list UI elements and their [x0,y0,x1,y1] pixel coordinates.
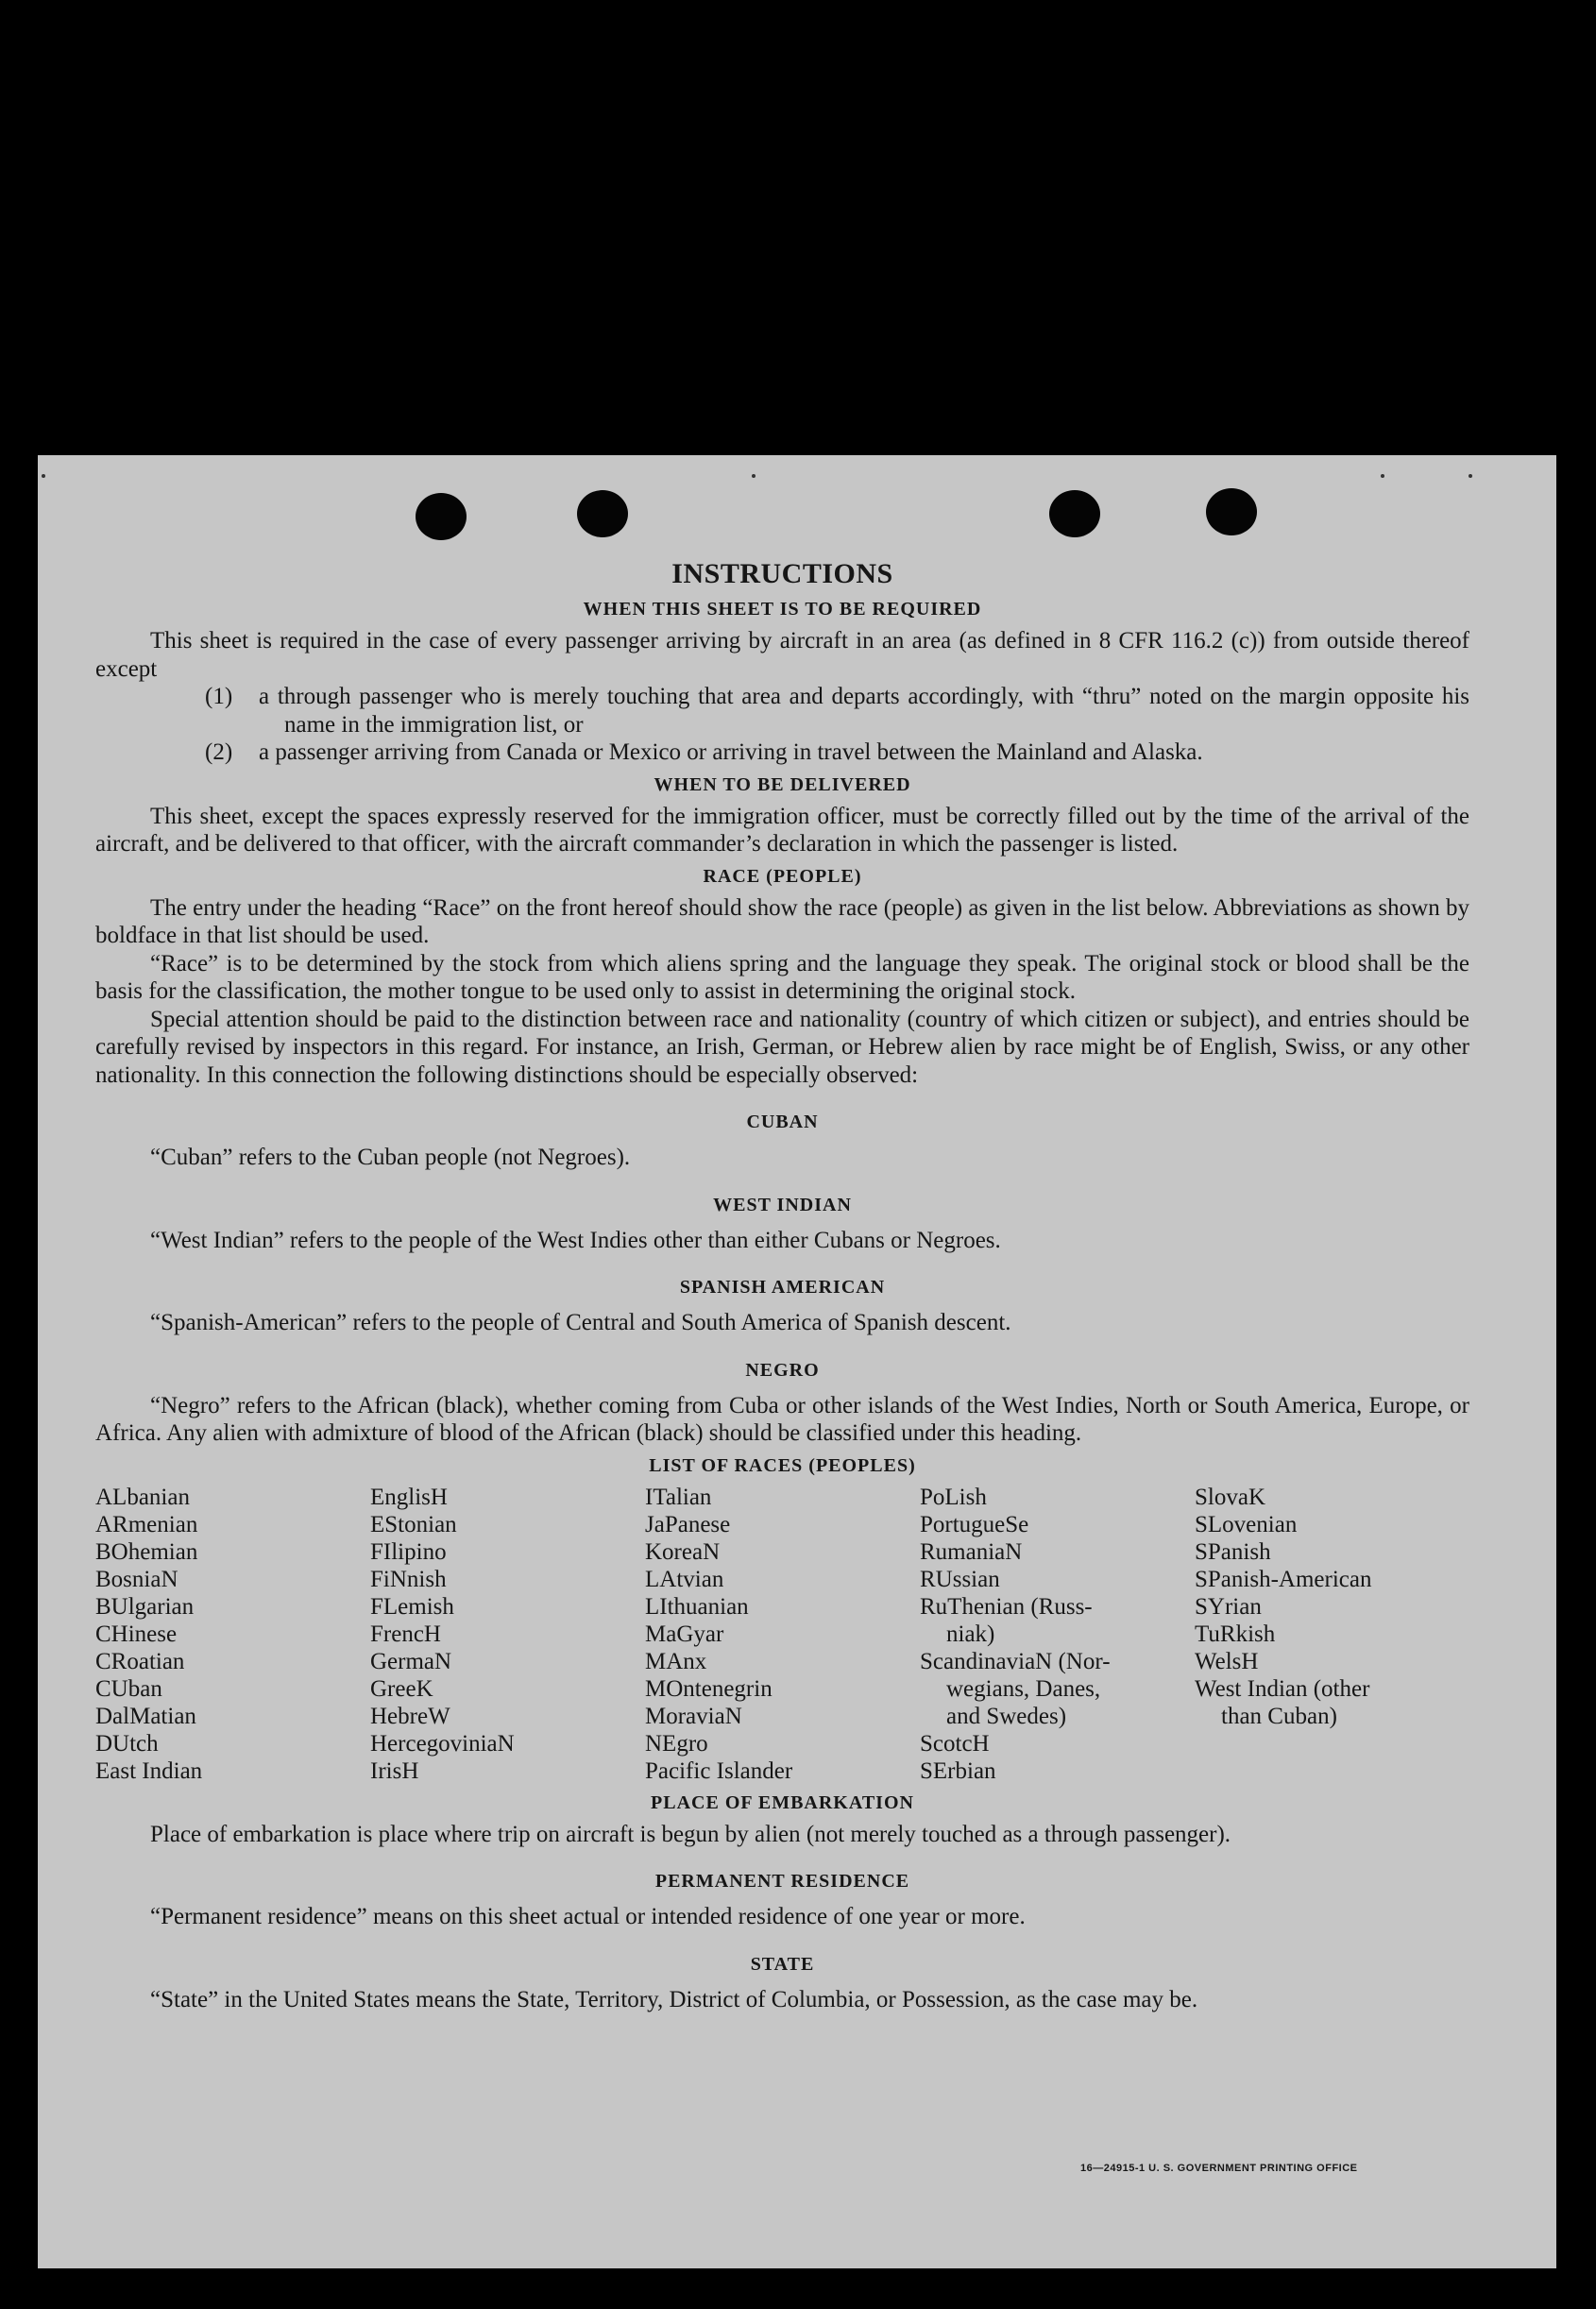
section-heading-state: STATE [750,1953,815,1975]
race-entry: LIthuanian [645,1593,749,1620]
race-entry: MAnx [645,1648,707,1674]
section-heading-list-of-races: LIST OF RACES (PEOPLES) [649,1454,916,1476]
race-entry: NEgro [645,1730,708,1757]
exception-item-1 [205,683,1469,739]
speck [752,474,756,478]
race-entry: West Indian (other [1195,1675,1370,1702]
page-title: INSTRUCTIONS [671,558,893,589]
race-entry: Pacific Islander [645,1757,793,1784]
embarkation-paragraph: Place of embarkation is place where trip on aircraft is begun by alien (not merely touched as a through passenger). [150,1821,1231,1847]
race-entry: ScandinaviaN (Nor- [920,1648,1111,1674]
race-entry: PoLish [920,1484,987,1510]
race-entry: BosniaN [95,1566,178,1592]
race-entry: KoreaN [645,1538,721,1565]
race-entry: EStonian [370,1511,457,1537]
speck [1469,474,1472,478]
section-heading-embarkation: PLACE OF EMBARKATION [651,1791,914,1813]
race-entry: BOhemian [95,1538,198,1565]
section-heading-race: RACE (PEOPLE) [703,865,862,887]
race-entry: GreeK [370,1675,433,1702]
section-heading-spanish-american: SPANISH AMERICAN [679,1277,886,1298]
race-column-2 [370,1484,645,1785]
race-list [95,1484,1469,1785]
race-entry-continued: niak) [946,1621,995,1647]
race-entry: MOntenegrin [645,1675,773,1702]
race-entry: FiNnish [370,1566,447,1592]
section-heading-negro: NEGRO [745,1359,820,1381]
document-sheet [38,455,1556,2268]
permanent-residence-paragraph: “Permanent residence” means on this sheet actual or intended residence of one year or more. [150,1904,1026,1929]
race-entry: DUtch [95,1730,159,1757]
spanish-american-paragraph: “Spanish-American” refers to the people of Central and South America of Spanish descent. [150,1310,1011,1335]
race-entry: CHinese [95,1621,178,1647]
race-entry-continued: and Swedes) [946,1703,1067,1729]
race-paragraph-2: “Race” is to be determined by the stock from which aliens spring and the language they speak. The original stock or blood shall be the basis for the classification, the mother tongue to be used only to assist in determining the original stock. [95,950,1469,1004]
negro-paragraph: “Negro” refers to the African (black), whether coming from Cuba or other islands of the West Indies, North or South America, Europe, or Africa. Any alien with admixture of blood of the African (black) should be classified under this heading. [95,1392,1469,1446]
race-entry: FrencH [370,1621,441,1647]
race-entry: GermaN [370,1648,452,1674]
race-entry: SYrian [1195,1593,1262,1620]
race-entry: BUlgarian [95,1593,195,1620]
race-entry: ITalian [645,1484,712,1510]
race-column-1 [95,1484,370,1785]
section-heading-cuban: CUBAN [746,1112,819,1132]
race-entry: ALbanian [95,1484,190,1510]
race-entry: East Indian [95,1757,203,1784]
item-text: a through passenger who is merely touching that area and departs accordingly, with “thru” noted on the margin opposite his name in the immigration list, or [259,684,1469,738]
punch-hole [1049,490,1100,537]
printing-office-code: 16—24915-1 U. S. GOVERNMENT PRINTING OFFICE [1080,2163,1358,2174]
item-number: (2) [205,739,233,765]
race-entry: JaPanese [645,1511,731,1537]
race-entry: FLemish [370,1593,454,1620]
punch-hole [577,490,628,537]
race-entry: MoraviaN [645,1703,742,1729]
race-entry: EnglisH [370,1484,448,1510]
race-entry: SPanish [1195,1538,1271,1565]
speck [42,474,45,478]
race-entry: PortugueSe [920,1511,1029,1537]
race-entry: RumaniaN [920,1538,1023,1565]
race-entry: CRoatian [95,1648,185,1674]
item-text: a passenger arriving from Canada or Mexico or arriving in travel between the Mainland and Alaska. [259,739,1203,765]
race-entry: LAtvian [645,1566,724,1592]
section-heading-permanent-residence: PERMANENT RESIDENCE [654,1871,910,1892]
race-entry: TuRkish [1195,1621,1276,1647]
section-heading-west-indian: WEST INDIAN [713,1194,852,1215]
race-entry: HercegoviniaN [370,1730,515,1757]
section-heading-when-delivered: WHEN TO BE DELIVERED [654,773,911,795]
race-entry: RuThenian (Russ- [920,1593,1093,1620]
race-entry: MaGyar [645,1621,724,1647]
state-paragraph: “State” in the United States means the State, Territory, District of Columbia, or Possession, as the case may be. [150,1986,1198,2012]
race-entry: ARmenian [95,1511,198,1537]
race-entry: WelsH [1195,1648,1259,1674]
cuban-paragraph: “Cuban” refers to the Cuban people (not Negroes). [150,1145,631,1170]
race-entry: DalMatian [95,1703,196,1729]
race-entry: SErbian [920,1757,996,1784]
race-entry: SlovaK [1195,1484,1265,1510]
race-entry: RUssian [920,1566,1000,1592]
instructions-content [95,557,1469,2013]
item-number: (1) [205,684,233,709]
race-entry: IrisH [370,1757,419,1784]
when-delivered-paragraph: This sheet, except the spaces expressly reserved for the immigration officer, must be correctly filled out by the time of the arrival of the aircraft, and be delivered to that officer, with the aircraft commander’s declaration in which the passenger is listed. [95,803,1469,857]
race-entry: SPanish-American [1195,1566,1372,1592]
when-required-paragraph: This sheet is required in the case of every passenger arriving by aircraft in an area (as defined in 8 CFR 116.2 (c)) from outside thereof except [95,628,1469,682]
punch-hole [416,493,467,540]
race-column-4 [920,1484,1195,1785]
exception-item-2 [205,739,1469,767]
race-entry: HebreW [370,1703,450,1729]
race-paragraph-3: Special attention should be paid to the distinction between race and nationality (country of which citizen or subject), and entries should be carefully revised by inspectors in this regard. For instance, an Irish, German, or Hebrew alien by race might be of English, Swiss, or any other nationality. In this connection the following distinctions should be especially observed: [95,1006,1469,1088]
race-entry: FIlipino [370,1538,447,1565]
punch-hole [1206,488,1257,535]
section-heading-when-required: WHEN THIS SHEET IS TO BE REQUIRED [583,599,982,620]
race-entry: ScotcH [920,1730,990,1757]
speck [1381,474,1384,478]
race-entry: SLovenian [1195,1511,1298,1537]
race-paragraph-1: The entry under the heading “Race” on the front hereof should show the race (people) as given in the list below. Abbreviations as shown by boldface in that list should be used. [95,894,1469,948]
race-column-5 [1195,1484,1469,1785]
race-column-3 [645,1484,920,1785]
race-entry: CUban [95,1675,162,1702]
race-entry-continued: wegians, Danes, [946,1675,1101,1702]
west-indian-paragraph: “West Indian” refers to the people of the West Indies other than either Cubans or Negroes. [150,1227,1001,1253]
race-entry-continued: than Cuban) [1221,1703,1337,1729]
